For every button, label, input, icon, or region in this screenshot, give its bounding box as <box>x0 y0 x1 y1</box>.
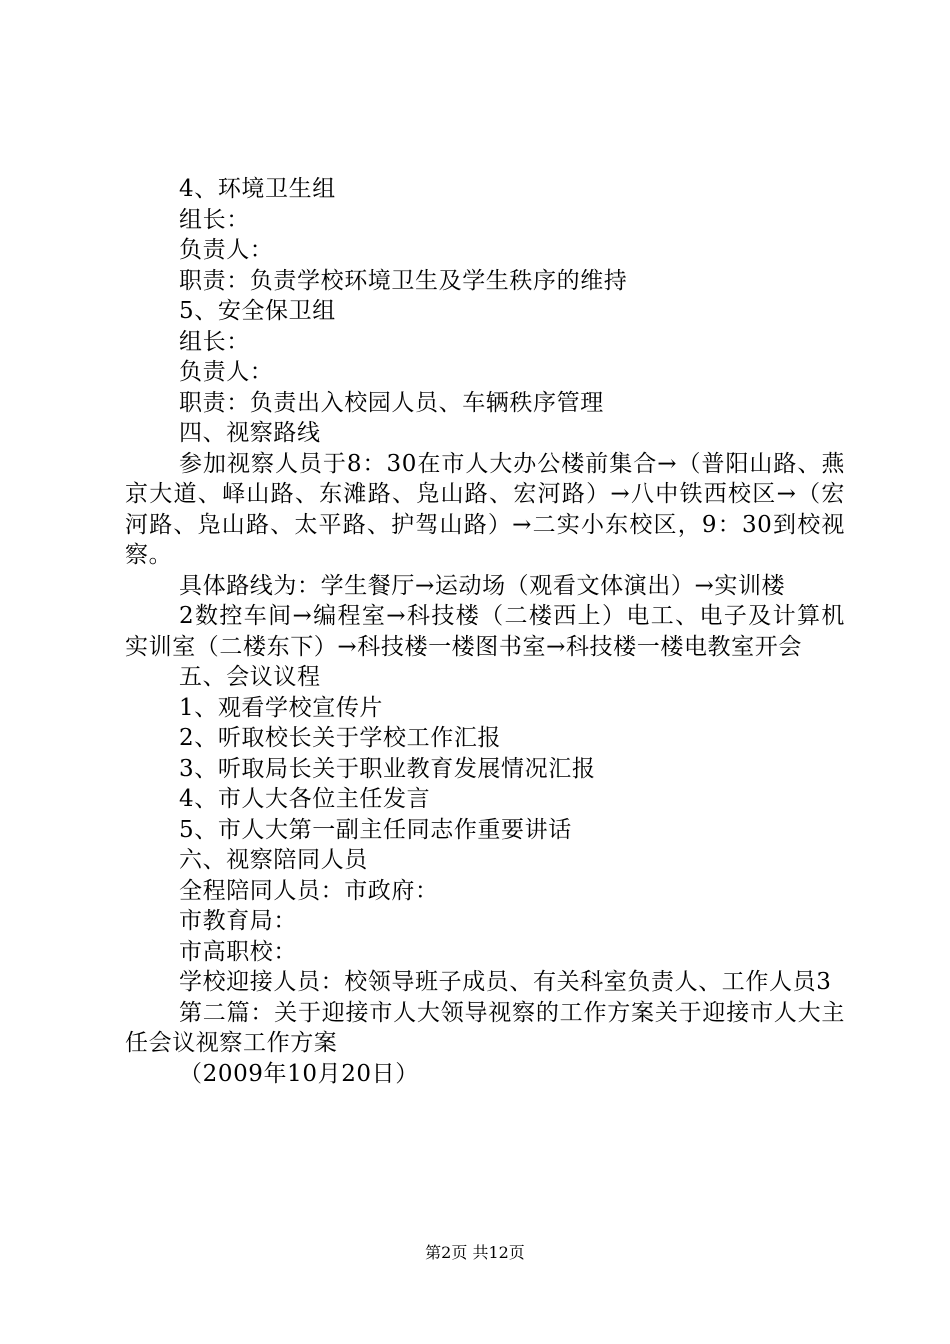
section-heading: 六、视察陪同人员 <box>179 847 368 873</box>
paragraph: 职责：负责学校环境卫生及学生秩序的维持 <box>179 267 628 294</box>
list-item: 1、观看学校宣传片 <box>179 694 384 721</box>
paragraph: 组长： <box>179 206 250 233</box>
paragraph: 负责人： <box>179 359 274 385</box>
paragraph: 全程陪同人员：市政府： <box>179 877 439 904</box>
document-title: 第二篇：关于迎接市人大领导视察的工作方案关于迎接市人大主任会议视察工作方案 <box>125 999 845 1056</box>
section-heading: 四、视察路线 <box>179 420 321 446</box>
paragraph: 学校迎接人员：校领导班子成员、有关科室负责人、工作人员3 <box>179 969 832 995</box>
list-item: 2、听取校长关于学校工作汇报 <box>179 725 502 751</box>
paragraph: 市高职校： <box>179 938 297 965</box>
list-item: 3、听取局长关于职业教育发展情况汇报 <box>179 755 596 782</box>
page-number: 第2页 共12页 <box>425 1243 525 1262</box>
paragraph: 职责：负责出入校园人员、车辆秩序管理 <box>179 389 604 416</box>
paragraph: 5、安全保卫组 <box>179 298 336 324</box>
paragraph: 组长： <box>179 328 250 355</box>
document-date: （2009年10月20日） <box>179 1060 419 1087</box>
paragraph: 2数控车间→编程室→科技楼（二楼西上）电工、电子及计算机实训室（二楼东下）→科技楼一楼图书室→科技楼一楼电教室开会 <box>125 603 845 660</box>
paragraph: 参加视察人员于8：30在市人大办公楼前集合→（普阳山路、燕京大道、峄山路、东滩路、凫山路、宏河路）→八中铁西校区→（宏河路、凫山路、太平路、护驾山路）→二实小东校区，9：30到校视察。 <box>125 450 845 568</box>
paragraph: 负责人： <box>179 237 274 263</box>
paragraph: 4、环境卫生组 <box>179 176 336 202</box>
list-item: 4、市人大各位主任发言 <box>179 786 431 812</box>
list-item: 5、市人大第一副主任同志作重要讲话 <box>179 816 572 843</box>
document-body <box>125 174 845 1089</box>
section-heading: 五、会议议程 <box>179 664 321 690</box>
paragraph: 市教育局： <box>179 908 297 934</box>
paragraph: 具体路线为：学生餐厅→运动场（观看文体演出）→实训楼 <box>179 572 786 599</box>
